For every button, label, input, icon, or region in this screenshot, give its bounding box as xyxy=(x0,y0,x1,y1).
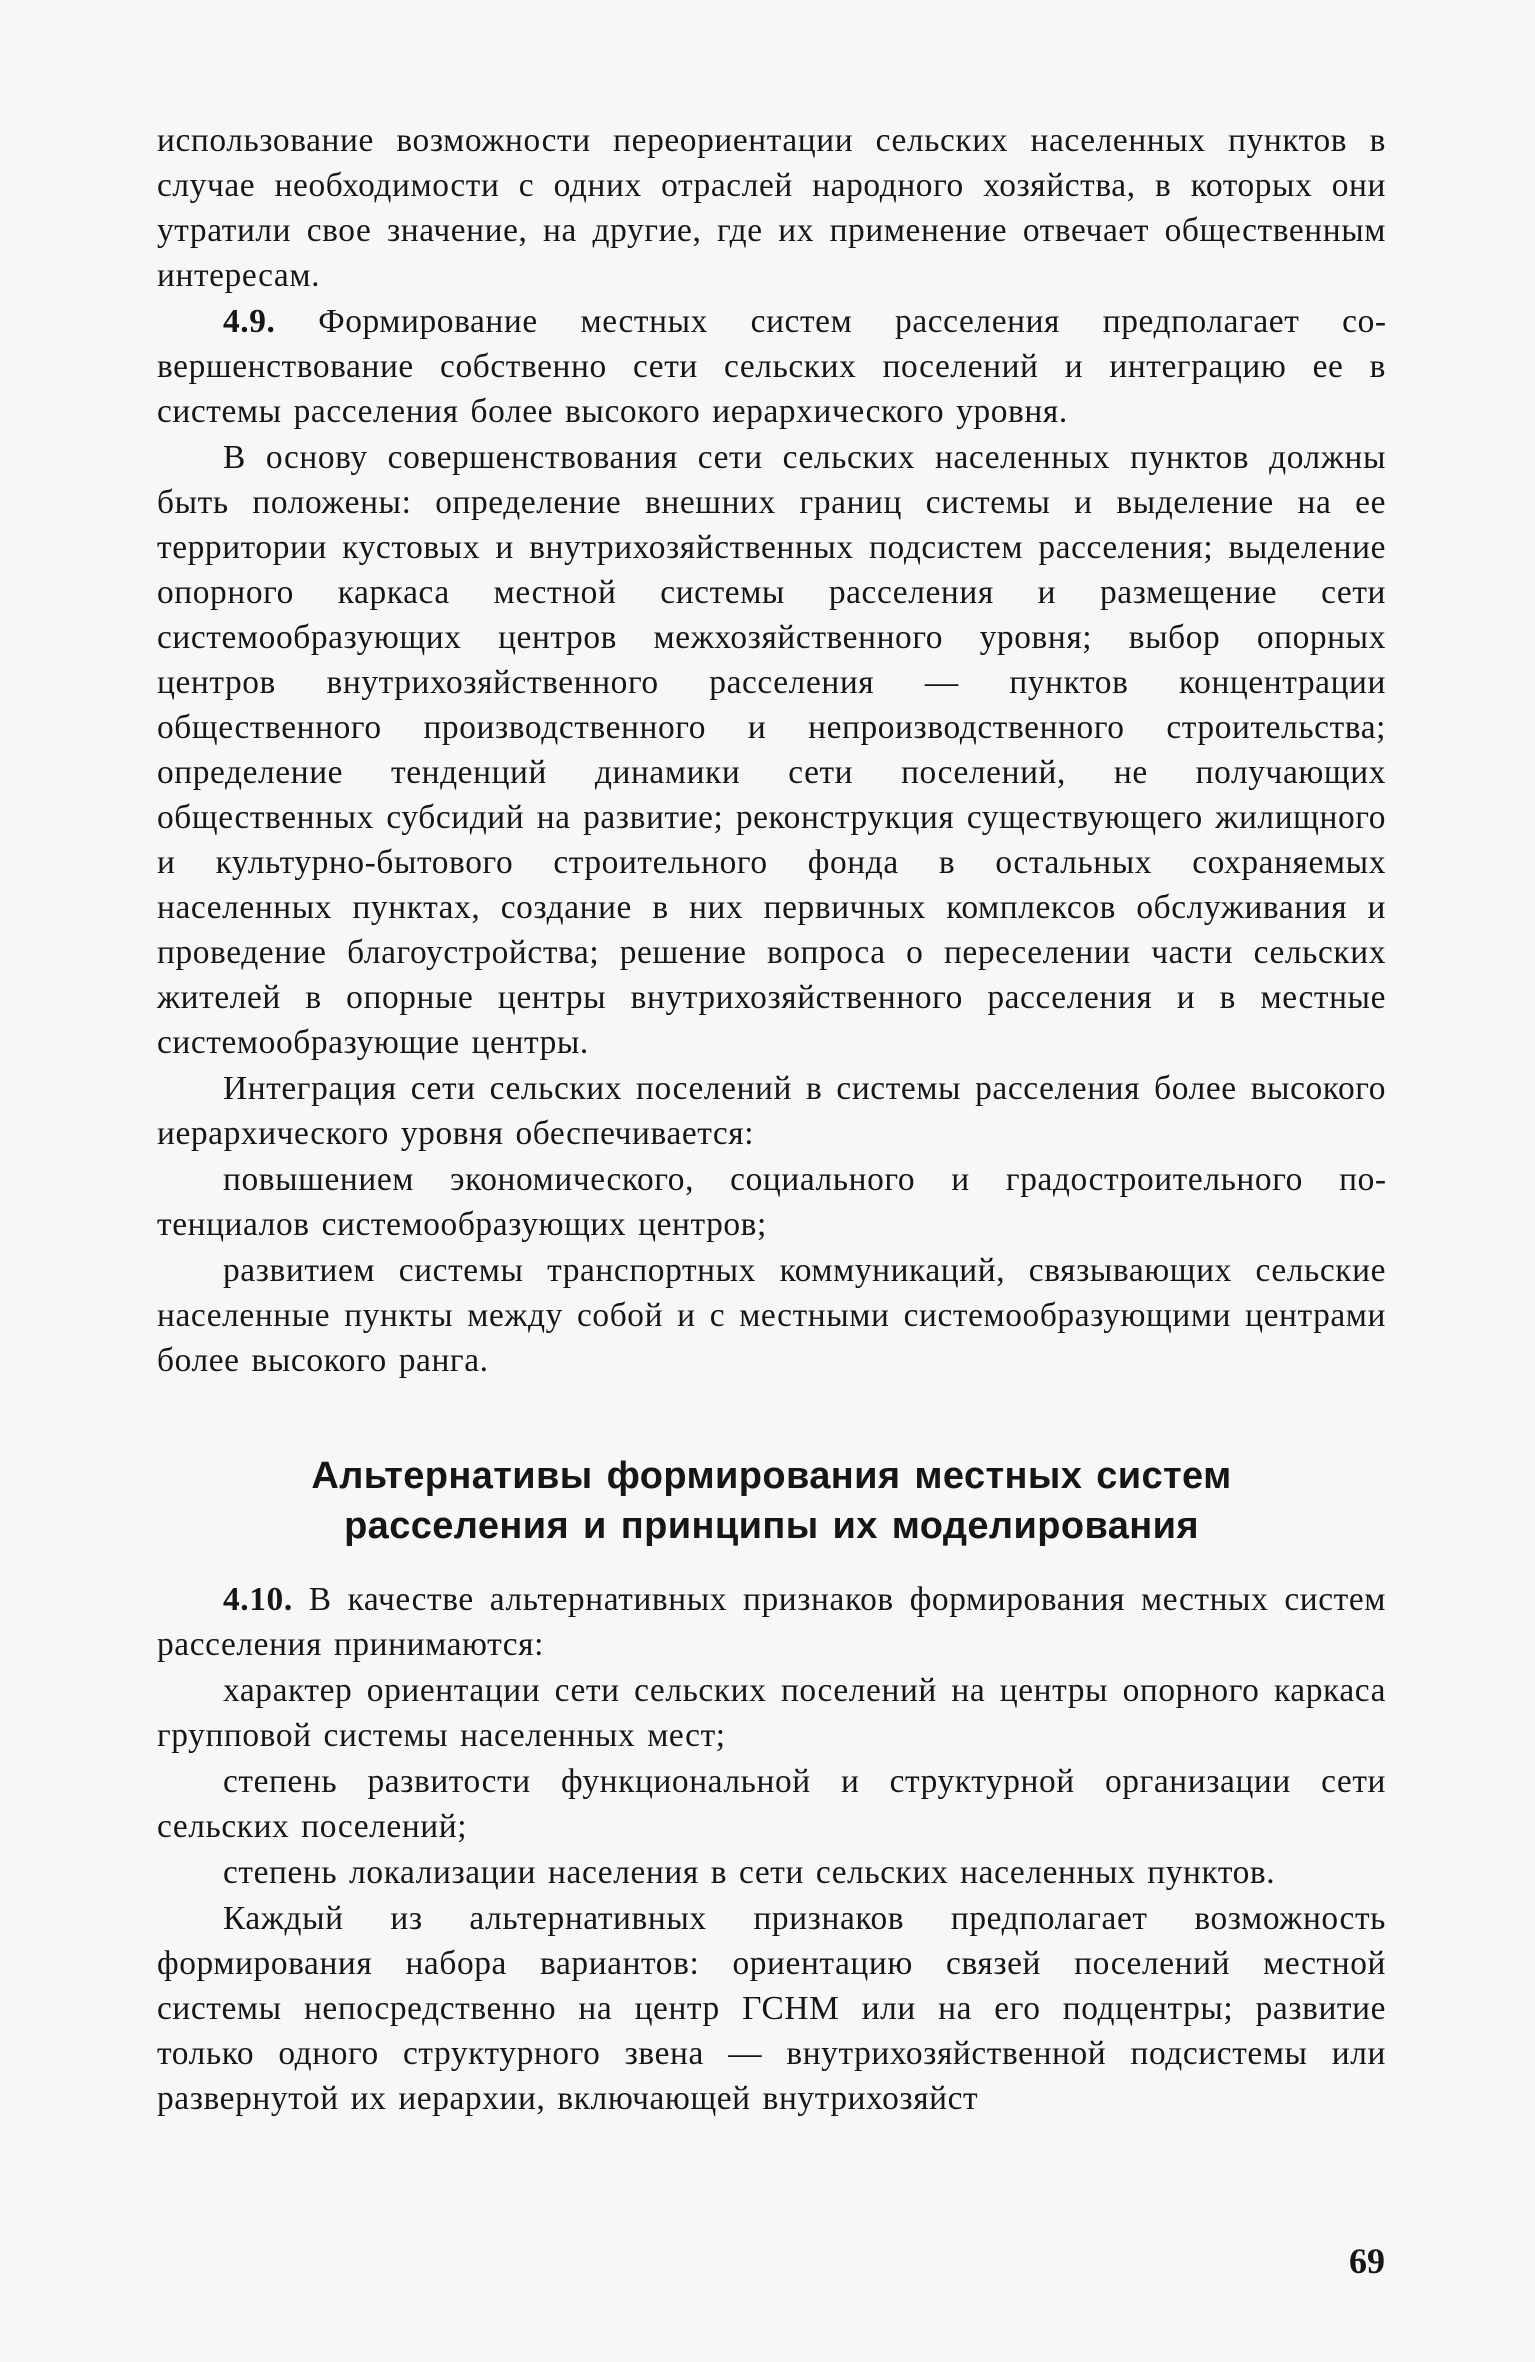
section-number: 4.9. xyxy=(223,303,276,340)
paragraph-integration xyxy=(157,1066,1386,1156)
paragraph-variants xyxy=(157,1896,1386,2121)
list-item-transport xyxy=(157,1248,1386,1383)
paragraph-network-improvement xyxy=(157,435,1386,1065)
list-item-localization xyxy=(157,1850,1386,1895)
paragraph-text: характер ориентации сети сельских поселений на центры опорного каркаса групповой системы населенных мест; xyxy=(157,1672,1386,1754)
paragraph-text: В основу совершенствования сети сельских населенных пунктов должны быть положены: определение внешних границ системы и выделение на ее территории кустовых и внутрихозяйственных подсистем расселения; выделение опорного каркаса местной системы расселения и размещение сети системообразующих центров межхозяйственного уровня; выбор опорных центров внутрихозяйственного расселения — пунктов концентрации общественного производственного и непроизводственного строительства; определение тенденций динамики сети поселений, не получающих общественных субсидий на развитие; реконструкция существующего жилищного и культурно-бытового строительного фонда в остальных сохраняемых населенных пунктах, создание в них первичных комплексов обслуживания и проведение благоустройства; решение вопроса о переселении части сельских жителей в опорные центры внутрихозяйственного расселения и в местные системообразующие центры. xyxy=(157,439,1386,1061)
page-number: 69 xyxy=(1349,2241,1385,2281)
section-number: 4.10. xyxy=(223,1581,293,1618)
paragraph-text: В качестве альтернативных признаков формирования местных систем расселения принимаются: xyxy=(157,1581,1386,1663)
list-item-potential xyxy=(157,1157,1386,1247)
paragraph-text: повышением экономического, социального и градостроительного потенциалов системообразующих центров; xyxy=(157,1161,1386,1243)
paragraph-text: степень локализации населения в сети сельских населенных пунктов. xyxy=(223,1854,1276,1891)
paragraph-text: степень развитости функциональной и структурной организации сети сельских поселений; xyxy=(157,1763,1386,1845)
page-body xyxy=(157,118,1386,2122)
heading-line-2: расселения и принципы их моделирования xyxy=(344,1505,1199,1547)
paragraph-text: Интеграция сети сельских поселений в системы расселения более высокого иерархического уровня обеспечивается: xyxy=(157,1070,1386,1152)
paragraph-text: Каждый из альтернативных признаков предполагает возможность формирования набора вариантов: ориентацию связей поселений местной системы непосредственно на центр ГСНМ или на его подцентры; развитие только одного структурного звена — внутрихозяйственной подсистемы или развернутой их иерархии, включающей внутрихозяйст xyxy=(157,1900,1386,2117)
paragraph-text: использование возможности переориентации сельских населенных пунктов в случае необходимости с одних отраслей народного хозяйства, в которых они утратили свое значение, на другие, где их применение отвечает общественным интересам. xyxy=(157,122,1386,294)
list-item-development xyxy=(157,1759,1386,1849)
paragraph-4-9 xyxy=(157,299,1386,434)
paragraph-text: развитием системы транспортных коммуникаций, связывающих сельские населенные пункты между собой и с местными системообразующими центрами более высокого ранга. xyxy=(157,1252,1386,1379)
list-item-orientation xyxy=(157,1668,1386,1758)
paragraph-text: Формирование местных систем расселения предполагает совершенствование собственно сети сельских поселений и интеграцию ее в системы расселения более высокого иерархического уровня. xyxy=(157,303,1386,430)
heading-line-1: Альтернативы формирования местных систем xyxy=(311,1455,1232,1497)
section-heading xyxy=(157,1451,1386,1551)
paragraph-4-10 xyxy=(157,1577,1386,1667)
paragraph-usage-continuation xyxy=(157,118,1386,298)
